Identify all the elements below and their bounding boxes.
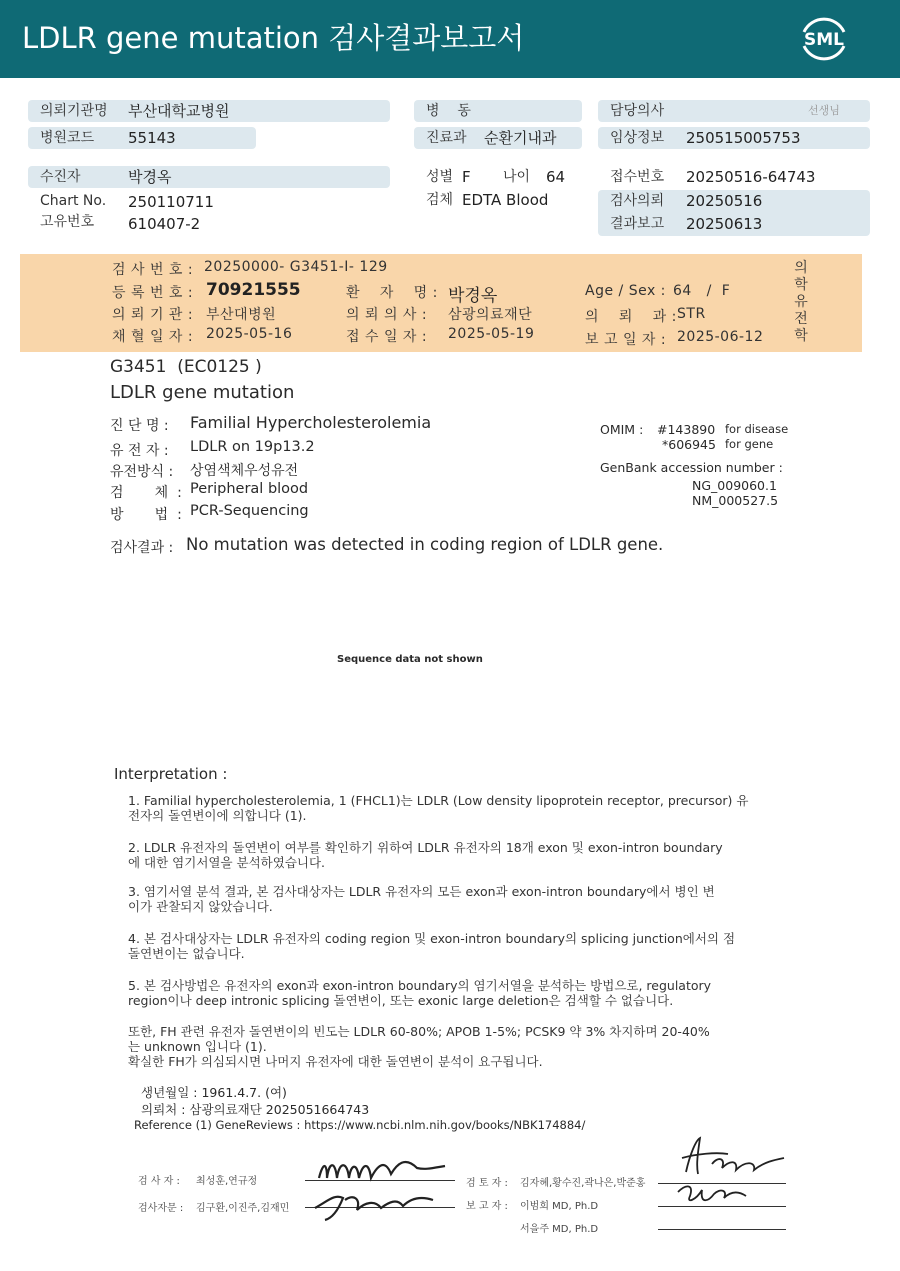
reference: Reference (1) GeneReviews : https://www.ncbi.nlm.nih.gov/books/NBK174884/ <box>134 1118 586 1132</box>
result-value: 20250613 <box>686 215 763 233</box>
reviewer-names: 김자혜,황수진,곽나은,박준홍 <box>520 1178 646 1189</box>
lab-patient-label: 환 자 명 : <box>346 285 438 301</box>
test-result-label: 검사결과 : <box>110 540 174 556</box>
advisor-names: 김구환,이진주,김재민 <box>196 1203 290 1214</box>
reviewer-label: 검 토 자 : <box>466 1178 508 1189</box>
doctor-label-box: 담당의사 <box>598 100 870 122</box>
interpretation-item-4: 4. 본 검사대상자는 LDLR 유전자의 coding region 및 exon-intron boundary의 splicing junction에서의 점 돌연변이는 없습니다. <box>128 931 736 961</box>
birth-date: 생년월일 : 1961.4.7. (여) <box>141 1085 287 1100</box>
test-name: LDLR gene mutation <box>110 382 295 403</box>
patient-value: 박경옥 <box>128 168 172 186</box>
lab-dept-label: 의 뢰 과 : <box>585 309 677 325</box>
lab-dept-value: STR <box>677 306 706 322</box>
unique-label: 고유번호 <box>40 214 95 230</box>
age-value: 64 <box>546 168 566 186</box>
reg-no-value: 70921555 <box>206 280 301 300</box>
receipt-label: 접수번호 <box>610 169 665 185</box>
interpretation-note: 또한, FH 관련 유전자 돌연변이의 빈도는 LDLR 60-80%; APOB 1-5%; PCSK9 약 3% 차지하며 20-40% 는 unknown 입니다 (1). 확실한 FH가 의심되시면 나머지 유전자에 대한 돌연변이 분석이 요구됩니다. <box>128 1024 710 1069</box>
specimen-label: 검체 <box>426 192 454 208</box>
lab-patient-value: 박경옥 <box>448 286 498 306</box>
draw-date-value: 2025-05-16 <box>206 326 293 342</box>
report-title: LDLR gene mutation 검사결과보고서 <box>22 21 525 55</box>
chart-value: 250110711 <box>128 193 214 211</box>
sex-value: F <box>462 168 471 186</box>
result-label: 결과보고 <box>610 216 665 232</box>
ward-label-box: 병 동 <box>414 100 582 122</box>
header-bar <box>0 0 900 78</box>
department-vertical-label: 의학유전학 <box>794 260 808 344</box>
doctor-suffix: 선생님 <box>808 104 840 117</box>
reviewer-signature <box>656 1134 788 1214</box>
reporter-label: 보 고 자 : <box>466 1201 508 1212</box>
genbank-label: GenBank accession number : <box>600 460 783 475</box>
omim-label: OMIM : <box>600 422 644 437</box>
reporter-name: 이범희 MD, Ph.D <box>520 1201 599 1212</box>
tester-signature <box>305 1148 455 1228</box>
sex-label: 성별 <box>426 169 454 185</box>
interpretation-title: Interpretation : <box>114 765 228 783</box>
omim-disease-note: for disease <box>725 422 789 436</box>
genbank-ng: NG_009060.1 <box>692 478 777 493</box>
report-date-value: 2025-06-12 <box>677 329 764 345</box>
requester: 의뢰처 : 삼광의료재단 2025051664743 <box>141 1102 370 1117</box>
gene-value: LDLR on 19p13.2 <box>190 439 315 455</box>
patient-label-box: 수진자 <box>28 166 390 188</box>
age-sex-value: 64 / F <box>673 283 731 299</box>
advisor-label: 검사자문 : <box>138 1203 184 1214</box>
tester-label: 검 사 자 : <box>138 1176 180 1187</box>
test-result-value: No mutation was detected in coding region of LDLR gene. <box>186 535 664 554</box>
omim-gene-note: for gene <box>725 437 774 451</box>
test-code: G3451 (EC0125 ) <box>110 357 262 377</box>
gene-label: 유 전 자 : <box>110 443 169 459</box>
unique-value: 610407-2 <box>128 215 201 233</box>
age-label: 나이 <box>503 169 531 185</box>
age-sex-label: Age / Sex : <box>585 283 666 299</box>
omim-gene: *606945 <box>662 437 716 452</box>
recv-date-label: 접 수 일 자 : <box>346 329 428 345</box>
dept-label-box: 진료과 <box>414 127 582 149</box>
inherit-label: 유전방식 : <box>110 464 174 480</box>
request-value: 20250516 <box>686 192 763 210</box>
interpretation-item-5: 5. 본 검사방법은 유전자의 exon과 exon-intron boundary의 염기서열을 분석하는 방법으로, regulatory region이나 deep intronic splicing 돌연변이, 또는 exonic large deletion은 검색할 수 없습니다. <box>128 978 712 1008</box>
test-no-label: 검 사 번 호 : <box>112 262 194 278</box>
tester-names: 최성훈,연규정 <box>196 1176 258 1187</box>
spec-label: 검 체 : <box>110 485 182 501</box>
method-label: 방 법 : <box>110 507 182 523</box>
lab-inst-value: 부산대병원 <box>206 307 277 323</box>
req-doctor-label: 의 뢰 의 사 : <box>346 307 428 323</box>
req-doctor-value: 삼광의료재단 <box>448 307 533 323</box>
request-label: 검사의뢰 <box>610 193 665 209</box>
interpretation-item-3: 3. 염기서열 분석 결과, 본 검사대상자는 LDLR 유전자의 모든 exon과 exon-intron boundary에서 병인 변 이가 관찰되지 않았습니다. <box>128 884 715 914</box>
report-date-label: 보 고 일 자 : <box>585 332 667 348</box>
clinical-value: 250515005753 <box>686 129 801 147</box>
interpretation-item-1: 1. Familial hypercholesterolemia, 1 (FHCL1)는 LDLR (Low density lipoprotein receptor, precursor) 유 전자의 돌연변이에 의합니다 (1). <box>128 793 749 823</box>
draw-date-label: 채 혈 일 자 : <box>112 329 194 345</box>
hospital-code-label-box: 병원코드 <box>28 127 256 149</box>
omim-disease: #143890 <box>657 422 716 437</box>
reporter2-signature-line <box>658 1229 786 1230</box>
receipt-value: 20250516-64743 <box>686 168 816 186</box>
diag-value: Familial Hypercholesterolemia <box>190 413 432 432</box>
institution-value: 부산대학교병원 <box>128 102 230 120</box>
recv-date-value: 2025-05-19 <box>448 326 535 342</box>
logo-text: SML <box>804 30 844 50</box>
lab-inst-label: 의 뢰 기 관 : <box>112 307 194 323</box>
test-no-value: 20250000- G3451-I- 129 <box>204 259 388 275</box>
dept-value: 순환기내과 <box>484 129 557 147</box>
reg-no-label: 등 록 번 호 : <box>112 285 194 301</box>
reporter-name-2: 서을주 MD, Ph.D <box>520 1224 599 1235</box>
institution-label-box: 의뢰기관명 <box>28 100 390 122</box>
chart-label: Chart No. <box>40 193 107 209</box>
genbank-nm: NM_000527.5 <box>692 493 779 508</box>
clinical-label-box: 임상정보 <box>598 127 870 149</box>
spec-value: Peripheral blood <box>190 481 309 497</box>
hospital-code-value: 55143 <box>128 129 176 147</box>
interpretation-item-2: 2. LDLR 유전자의 돌연변이 여부를 확인하기 위하여 LDLR 유전자의 18개 exon 및 exon-intron boundary 에 대한 염기서열을 분석하였습니다. <box>128 840 723 870</box>
inherit-value: 상염색체우성유전 <box>190 463 299 479</box>
specimen-value: EDTA Blood <box>462 191 549 209</box>
diag-label: 진 단 명 : <box>110 418 169 434</box>
method-value: PCR-Sequencing <box>190 503 309 519</box>
sml-logo <box>796 12 852 64</box>
sequence-note: Sequence data not shown <box>337 654 483 665</box>
